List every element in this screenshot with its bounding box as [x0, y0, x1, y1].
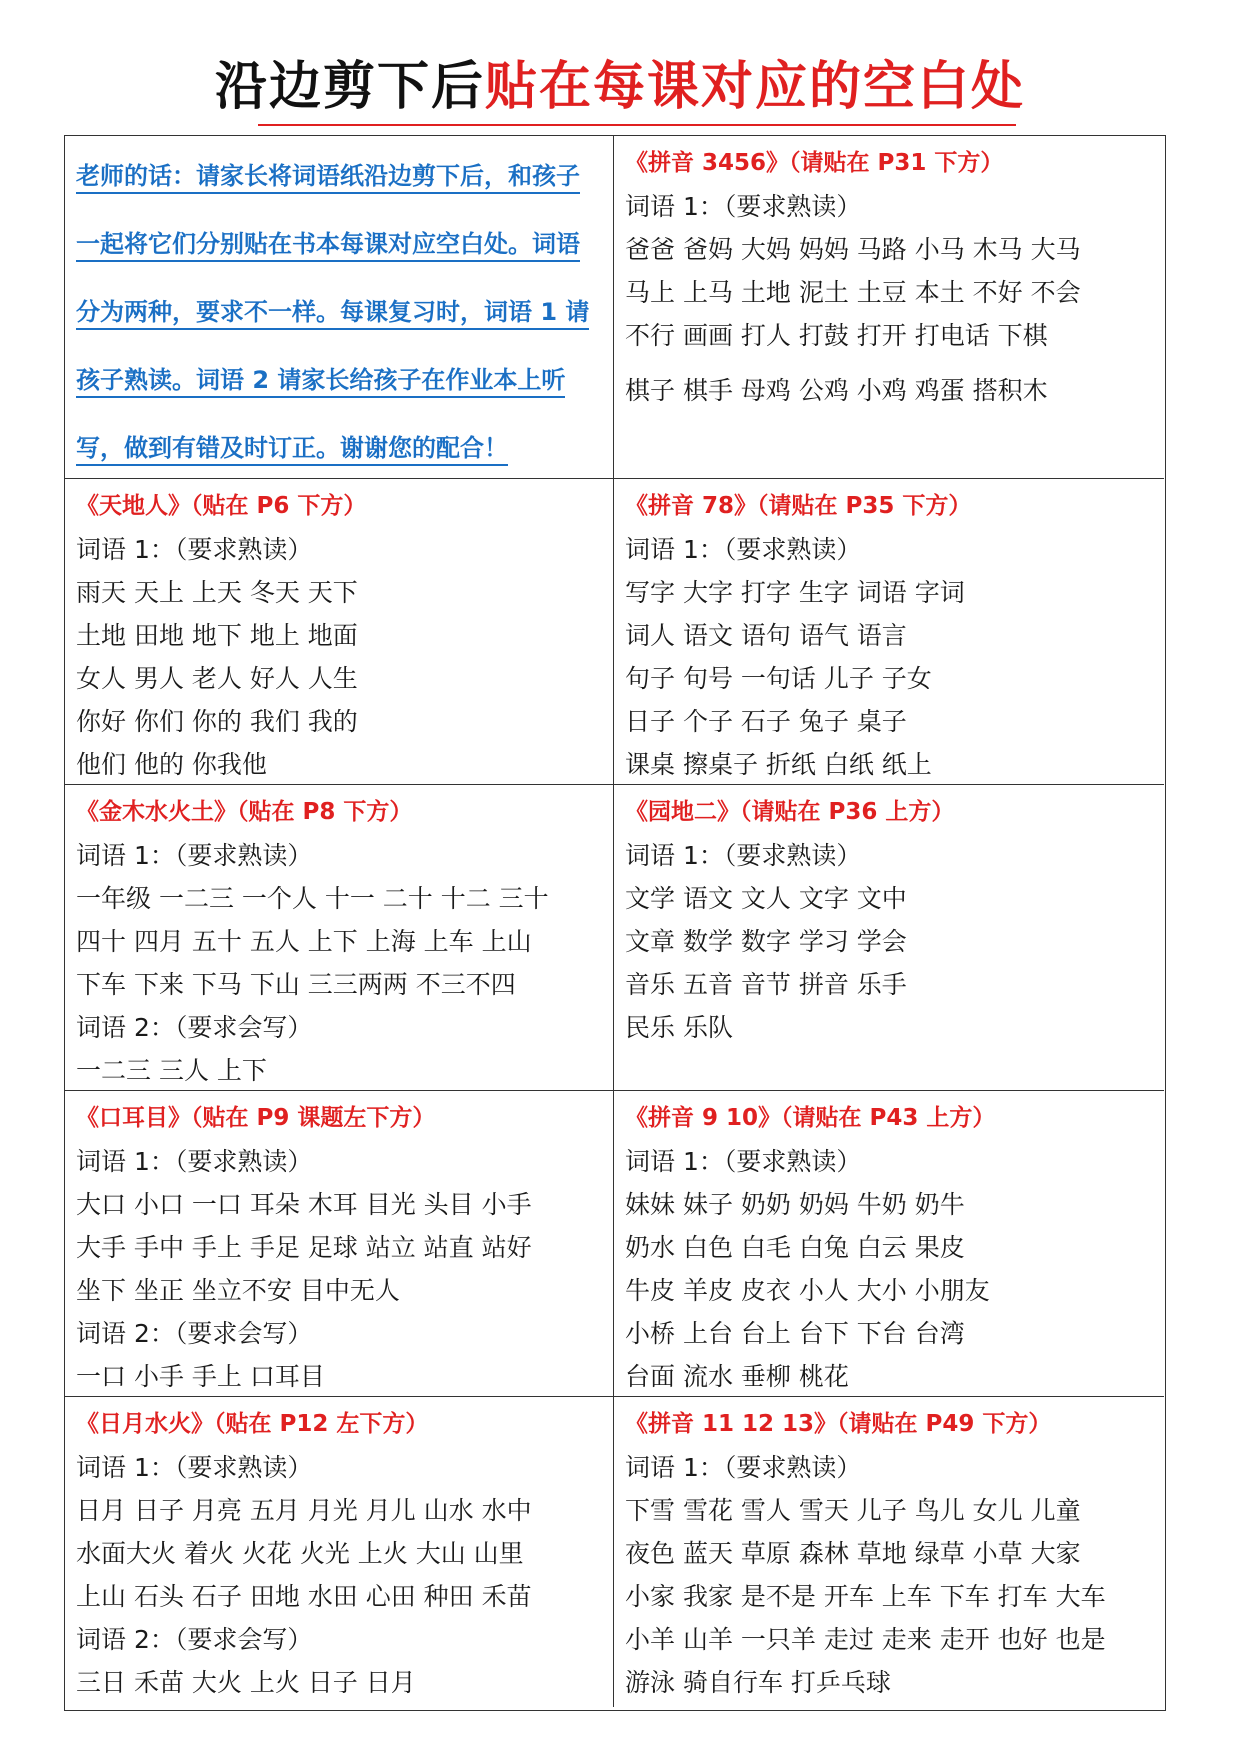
word-group-label: 词语 2：（要求会写）: [76, 1013, 313, 1042]
lesson-cell-yuandi-2: [614, 785, 1164, 1091]
teacher-note-cell: [65, 136, 614, 479]
word-line: 一二三 三人 上下: [76, 1056, 267, 1085]
lesson-title: 《天地人》（贴在 P6 下方）: [76, 493, 367, 519]
word-line: 他们 他的 你我他: [76, 750, 267, 779]
teacher-note-line: 老师的话：请家长将词语纸沿边剪下后，和孩子: [76, 142, 605, 210]
title-part-black: 沿边剪下后: [214, 56, 485, 117]
word-line: 音乐 五音 音节 拼音 乐手: [625, 970, 907, 999]
word-line: 雨天 天上 上天 冬天 天下: [76, 578, 358, 607]
word-line: 课桌 擦桌子 折纸 白纸 纸上: [625, 750, 932, 779]
lesson-title: 《金木水火土》（贴在 P8 下方）: [76, 799, 413, 825]
word-line: 水面大火 着火 火花 火光 上火 大山 山里: [76, 1539, 524, 1568]
teacher-note-line: 一起将它们分别贴在书本每课对应空白处。词语: [76, 210, 605, 278]
lesson-cell-pinyin-78: [614, 479, 1164, 785]
title-part-red: 贴在每课对应的空白处: [485, 56, 1026, 117]
word-line: 文章 数学 数字 学习 学会: [625, 927, 907, 956]
vocabulary-table: [64, 135, 1166, 1711]
word-line: 大手 手中 手上 手足 足球 站立 站直 站好: [76, 1233, 532, 1262]
word-line: 不行 画画 打人 打鼓 打开 打电话 下棋: [625, 321, 1048, 350]
word-group-label: 词语 1：（要求熟读）: [625, 535, 862, 564]
lesson-cell-pinyin-9-10: [614, 1091, 1164, 1397]
teacher-note-line: 孩子熟读。词语 2 请家长给孩子在作业本上听: [76, 346, 605, 414]
lesson-title: 《拼音 3456》（请贴在 P31 下方）: [625, 150, 1004, 176]
title-underline: [258, 124, 1016, 126]
lesson-cell-riyueshuihuo: [65, 1397, 614, 1707]
word-line: 土地 田地 地下 地上 地面: [76, 621, 358, 650]
word-line: 下车 下来 下马 下山 三三两两 不三不四: [76, 970, 516, 999]
lesson-cell-jinmushuihuotu: [65, 785, 614, 1091]
word-line: 夜色 蓝天 草原 森林 草地 绿草 小草 大家: [625, 1539, 1081, 1568]
word-line: 马上 上马 土地 泥土 土豆 本土 不好 不会: [625, 278, 1081, 307]
word-line: 词人 语文 语句 语气 语言: [625, 621, 907, 650]
word-line: 妹妹 妹子 奶奶 奶妈 牛奶 奶牛: [625, 1190, 965, 1219]
lesson-title: 《园地二》（请贴在 P36 上方）: [625, 799, 955, 825]
teacher-note-line: 写，做到有错及时订正。谢谢您的配合！: [76, 414, 605, 479]
word-line: 女人 男人 老人 好人 人生: [76, 664, 358, 693]
lesson-title: 《拼音 78》（请贴在 P35 下方）: [625, 493, 972, 519]
word-line: 小家 我家 是不是 开车 上车 下车 打车 大车: [625, 1582, 1106, 1611]
lesson-cell-pinyin-3456: [614, 136, 1164, 479]
lesson-title: 《日月水火》（贴在 P12 左下方）: [76, 1411, 429, 1437]
word-group-label: 词语 2：（要求会写）: [76, 1319, 313, 1348]
word-group-label: 词语 1：（要求熟读）: [76, 1147, 313, 1176]
word-line: 一年级 一二三 一个人 十一 二十 十二 三十: [76, 884, 549, 913]
lesson-cell-tiandiren: [65, 479, 614, 785]
lesson-cell-pinyin-11-12-13: [614, 1397, 1164, 1707]
word-group-label: 词语 1：（要求熟读）: [625, 841, 862, 870]
word-line: 小羊 山羊 一只羊 走过 走来 走开 也好 也是: [625, 1625, 1106, 1654]
word-group-label: 词语 2：（要求会写）: [76, 1625, 313, 1654]
word-line: 民乐 乐队: [625, 1013, 733, 1042]
word-group-label: 词语 1：（要求熟读）: [625, 192, 862, 221]
word-line: 句子 句号 一句话 儿子 子女: [625, 664, 932, 693]
word-line: 台面 流水 垂柳 桃花: [625, 1362, 849, 1391]
word-line: 三日 禾苗 大火 上火 日子 日月: [76, 1668, 416, 1697]
word-line: 坐下 坐正 坐立不安 目中无人: [76, 1276, 400, 1305]
word-group-label: 词语 1：（要求熟读）: [76, 1453, 313, 1482]
lesson-title: 《口耳目》（贴在 P9 课题左下方）: [76, 1105, 436, 1131]
word-line: 游泳 骑自行车 打乒乓球: [625, 1668, 891, 1697]
word-line: 上山 石头 石子 田地 水田 心田 种田 禾苗: [76, 1582, 532, 1611]
word-line: 小桥 上台 台上 台下 下台 台湾: [625, 1319, 965, 1348]
word-group-label: 词语 1：（要求熟读）: [76, 841, 313, 870]
word-line: 你好 你们 你的 我们 我的: [76, 707, 358, 736]
word-line: 四十 四月 五十 五人 上下 上海 上车 上山: [76, 927, 532, 956]
word-line: 棋子 棋手 母鸡 公鸡 小鸡 鸡蛋 搭积木: [625, 376, 1048, 405]
word-line: 奶水 白色 白毛 白兔 白云 果皮: [625, 1233, 965, 1262]
word-line: 文学 语文 文人 文字 文中: [625, 884, 907, 913]
word-group-label: 词语 1：（要求熟读）: [625, 1453, 862, 1482]
teacher-note-line: 分为两种，要求不一样。每课复习时，词语 1 请: [76, 278, 605, 346]
lesson-title: 《拼音 9 10》（请贴在 P43 上方）: [625, 1105, 996, 1131]
word-line: 写字 大字 打字 生字 词语 字词: [625, 578, 965, 607]
word-line: 日月 日子 月亮 五月 月光 月儿 山水 水中: [76, 1496, 532, 1525]
word-group-label: 词语 1：（要求熟读）: [625, 1147, 862, 1176]
lesson-cell-kouermu: [65, 1091, 614, 1397]
word-line: 下雪 雪花 雪人 雪天 儿子 鸟儿 女儿 儿童: [625, 1496, 1081, 1525]
word-line: 大口 小口 一口 耳朵 木耳 目光 头目 小手: [76, 1190, 532, 1219]
page-title: [0, 52, 1240, 122]
word-line: 日子 个子 石子 兔子 桌子: [625, 707, 907, 736]
word-line: 爸爸 爸妈 大妈 妈妈 马路 小马 木马 大马: [625, 235, 1081, 264]
word-line: 牛皮 羊皮 皮衣 小人 大小 小朋友: [625, 1276, 990, 1305]
lesson-title: 《拼音 11 12 13》（请贴在 P49 下方）: [625, 1411, 1052, 1437]
word-line: 一口 小手 手上 口耳目: [76, 1362, 325, 1391]
word-group-label: 词语 1：（要求熟读）: [76, 535, 313, 564]
